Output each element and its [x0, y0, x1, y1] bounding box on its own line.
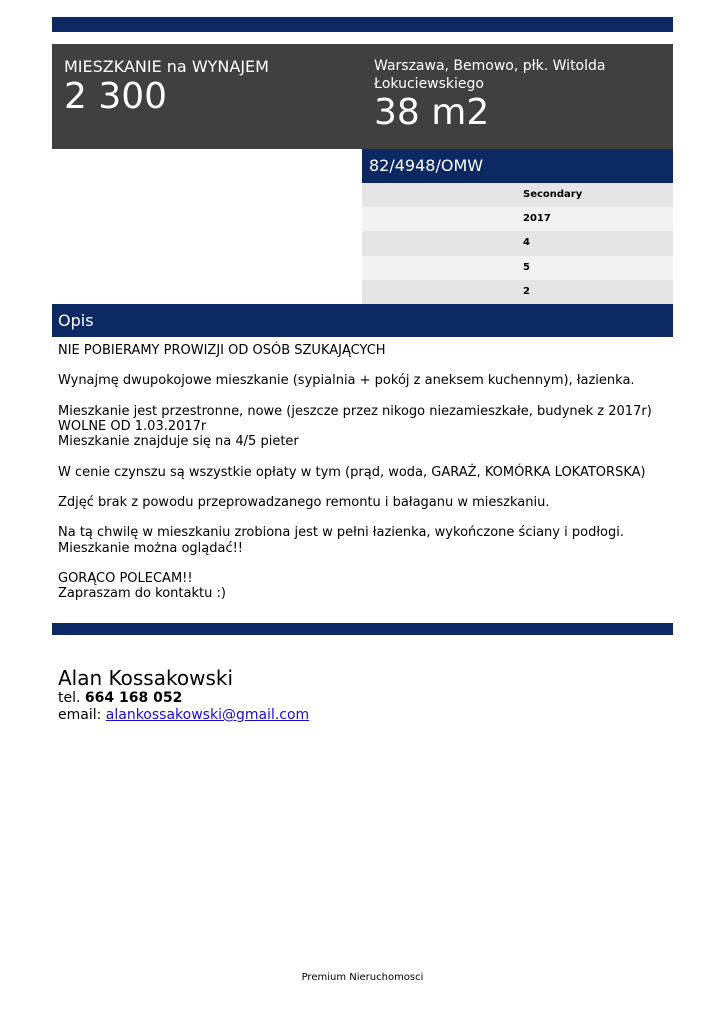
- description-line: [58, 556, 668, 571]
- email-line: [58, 707, 309, 724]
- description-line: NIE POBIERAMY PROWIZJI OD OSÓB SZUKAJĄCYCH: [58, 343, 386, 358]
- details-row: [362, 183, 673, 207]
- header-right: [374, 57, 664, 133]
- listing-type: MIESZKANIE na WYNAJEM: [64, 57, 269, 76]
- description-line: [58, 510, 668, 525]
- phone-number: 664 168 052: [84, 690, 183, 706]
- email-label: email:: [58, 707, 102, 723]
- description-line: Zapraszam do kontaktu :): [58, 586, 226, 602]
- footer-text: Premium Nieruchomosci: [301, 972, 424, 983]
- description-line: GORĄCO POLECAM!!: [58, 570, 193, 586]
- listing-header: [52, 44, 673, 149]
- bottom-accent-bar: [52, 623, 673, 635]
- description-text: [58, 343, 668, 601]
- description-section-bar: [52, 304, 673, 337]
- phone-label: tel.: [58, 690, 81, 706]
- description-line: Zdjęć brak z powodu przeprowadzanego remontu i bałaganu w mieszkaniu.: [58, 494, 550, 510]
- listing-area: 38 m2: [374, 92, 490, 133]
- description-line: [58, 389, 668, 404]
- details-row: [362, 256, 673, 280]
- top-accent-bar: [52, 17, 673, 32]
- details-row: [362, 207, 673, 231]
- description-line: Mieszkanie znajduje się na 4/5 pieter: [58, 434, 299, 450]
- details-value: Secondary: [523, 189, 583, 200]
- description-line: Mieszkanie można oglądać!!: [58, 540, 244, 556]
- reference-number: 82/4948/OMW: [369, 156, 484, 175]
- description-title: Opis: [58, 311, 94, 330]
- header-left: [64, 57, 269, 117]
- details-value: 2: [523, 285, 530, 297]
- description-line: [58, 480, 668, 495]
- email-link[interactable]: alankossakowski@gmail.com: [105, 707, 310, 723]
- reference-bar: [362, 149, 673, 183]
- details-value: 5: [523, 261, 530, 273]
- details-value: 2017: [523, 213, 551, 225]
- contact-block: [58, 666, 309, 724]
- listing-price: 2 300: [64, 76, 168, 117]
- description-line: Na tą chwilę w mieszkaniu zrobiona jest w pełni łazienka, wykończone ściany i podłogi.: [58, 525, 624, 541]
- description-line: Mieszkanie jest przestronne, nowe (jeszcze przez nikogo niezamieszkałe, budynek z 2017r) WOLNE OD 1.03.2017r: [58, 403, 652, 434]
- agent-name: Alan Kossakowski: [58, 666, 233, 690]
- details-table: [362, 183, 673, 304]
- details-row: [362, 231, 673, 255]
- description-line: [58, 358, 668, 373]
- details-value: 4: [523, 237, 530, 249]
- description-line: [58, 449, 668, 464]
- details-row: [362, 280, 673, 304]
- listing-location: Warszawa, Bemowo, płk. Witolda Łokuciewskiego: [374, 58, 606, 92]
- phone-line: [58, 690, 309, 707]
- description-line: Wynajmę dwupokojowe mieszkanie (sypialnia + pokój z aneksem kuchennym), łazienka.: [58, 373, 635, 389]
- description-line: W cenie czynszu są wszystkie opłaty w tym (prąd, woda, GARAŻ, KOMÓRKA LOKATORSKA): [58, 464, 646, 480]
